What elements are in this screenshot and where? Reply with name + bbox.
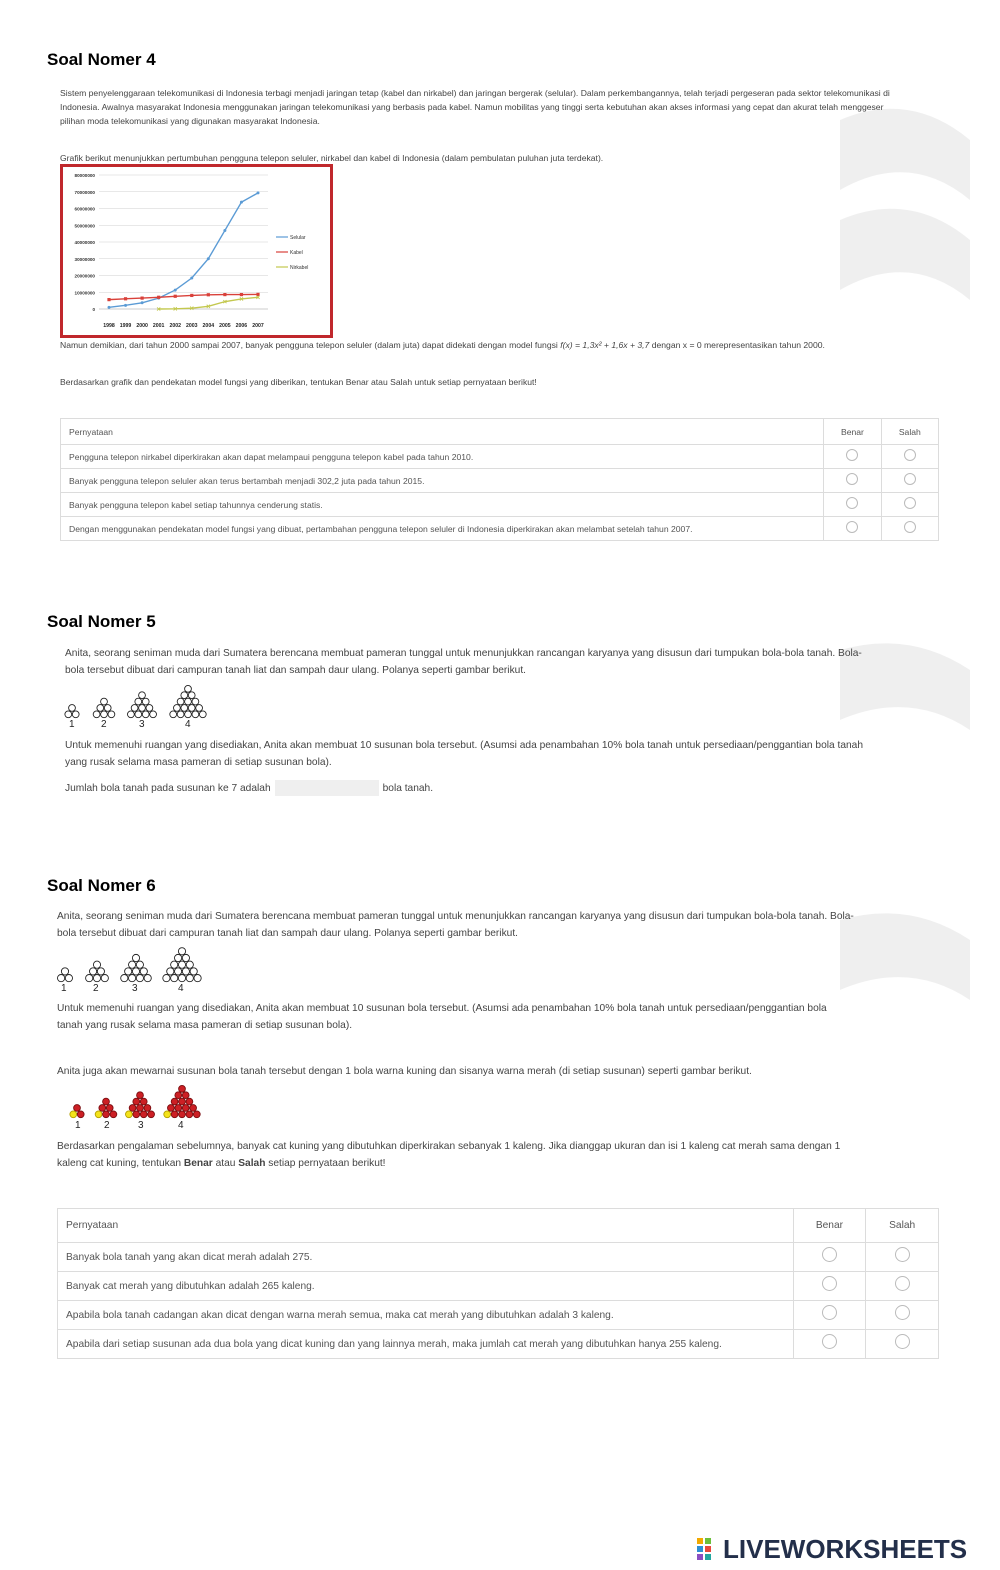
ball — [186, 961, 193, 968]
q6-para1-line2: bola tersebut dibuat dari campuran tanah liat dan sampah daur ulang. Polanya seperti gambar berikut. — [57, 928, 518, 939]
data-point — [141, 297, 144, 300]
legend-label: Selular — [290, 234, 306, 241]
table-row — [58, 1272, 939, 1301]
x-tick-label: 2004 — [202, 323, 215, 329]
table-row — [61, 517, 939, 541]
red-ball — [140, 1111, 147, 1118]
q5-para1-line2: bola tersebut dibuat dari campuran tanah liat dan sampah daur ulang. Polanya seperti gambar berikut. — [65, 665, 526, 676]
ball — [121, 975, 128, 982]
ball — [136, 961, 143, 968]
q6-paragraph-2 — [57, 1000, 942, 1034]
q6-heading: Soal Nomer 6 — [47, 876, 156, 895]
ball — [139, 692, 146, 699]
ball — [181, 692, 188, 699]
data-point — [124, 297, 127, 300]
red-ball — [133, 1111, 140, 1118]
ball — [150, 711, 157, 718]
red-ball — [179, 1085, 186, 1092]
ball — [170, 711, 177, 718]
q6-row2-false-radio[interactable] — [895, 1276, 910, 1291]
data-point — [223, 229, 226, 232]
q4-col-statement: Pernyataan — [61, 419, 824, 445]
q5-fig-label-1: 1 — [69, 719, 75, 730]
red-ball — [99, 1105, 106, 1112]
q4-paragraph-1 — [60, 86, 950, 128]
ball — [135, 698, 142, 705]
q4-instruction: Berdasarkan grafik dan pendekatan model fungsi yang diberikan, tentukan Benar atau Salah untuk setiap pernyataan berikut! — [60, 377, 537, 387]
ball — [199, 711, 206, 718]
ball — [177, 698, 184, 705]
logo-blocks-icon — [696, 1537, 720, 1561]
red-ball — [74, 1105, 81, 1112]
ball — [93, 961, 100, 968]
y-tick-label: 80000000 — [74, 173, 95, 178]
ball — [188, 692, 195, 699]
ball — [97, 968, 104, 975]
ball — [196, 705, 203, 712]
ball — [135, 711, 142, 718]
q6-fig2-label-3: 3 — [138, 1120, 144, 1131]
q5-answer-pre: Jumlah bola tanah pada susunan ke 7 adalah — [65, 783, 271, 794]
ball — [125, 968, 132, 975]
q5-answer-post: bola tanah. — [382, 783, 434, 794]
ball — [108, 711, 115, 718]
y-tick-label: 10000000 — [74, 290, 95, 296]
q6-para4-benar: Benar — [183, 1158, 213, 1169]
data-point — [124, 304, 127, 307]
ball — [86, 975, 93, 982]
data-point — [108, 306, 111, 309]
q4-col-true: Benar — [824, 419, 881, 445]
q4-model-post: dengan x = 0 merepresentasikan tahun 2000. — [649, 340, 825, 350]
ball — [194, 975, 201, 982]
ball — [163, 975, 170, 982]
red-ball — [106, 1105, 113, 1112]
y-tick-label: 50000000 — [74, 223, 95, 229]
ball — [142, 711, 149, 718]
y-tick-label: 30000000 — [74, 256, 95, 262]
ball — [192, 711, 199, 718]
red-ball — [110, 1111, 117, 1118]
red-ball — [190, 1105, 197, 1112]
ball — [175, 954, 182, 961]
ball — [97, 705, 104, 712]
ball — [174, 705, 181, 712]
q6-para2-line1: Untuk memenuhi ruangan yang disediakan, Anita akan membuat 10 susunan bola tersebut. (Asumsi ada penambahan 10% bola tanah untuk persediaan/penggantian bola — [57, 1003, 827, 1014]
ball — [93, 711, 100, 718]
q6-paragraph-3: Anita juga akan mewarnai susunan bola tanah tersebut dengan 1 bola warna kuning dan sisanya warna merah (di setiap susunan) seperti gambar berikut. — [57, 1066, 752, 1077]
q6-fig-label-3: 3 — [132, 983, 138, 994]
q5-fig-label-2: 2 — [101, 719, 107, 730]
x-tick-label: 1999 — [119, 323, 132, 329]
q4-statement-table — [60, 418, 939, 541]
q4-statement-2: Banyak pengguna telepon seluler akan terus bertambah menjadi 302,2 juta pada tahun 2015. — [61, 469, 824, 493]
red-ball — [175, 1092, 182, 1099]
q4-statement-1: Pengguna telepon nirkabel diperkirakan akan dapat melampaui pengguna telepon kabel pada tahun 2010. — [61, 445, 824, 469]
ball — [190, 968, 197, 975]
ball — [178, 975, 185, 982]
data-point — [240, 293, 243, 296]
colored-ball-stack-figure — [65, 1080, 215, 1122]
ball — [65, 975, 72, 982]
q6-fig-label-1: 1 — [61, 983, 67, 994]
user-growth-chart — [63, 167, 330, 335]
ball — [132, 954, 139, 961]
q4-heading: Soal Nomer 4 — [47, 50, 156, 69]
q6-para1-line1: Anita, seorang seniman muda dari Sumatera berencana membuat pameran tunggal untuk menunjukkan rancangan karyanya yang disusun dari tumpukan bola-bola tanah. Bola- — [57, 911, 854, 922]
y-tick-label: 20000000 — [74, 273, 95, 279]
q4-row3-true-radio[interactable] — [846, 497, 858, 509]
ball — [139, 705, 146, 712]
table-row — [58, 1243, 939, 1272]
q4-row1-false-radio[interactable] — [904, 449, 916, 461]
ball — [132, 968, 139, 975]
data-point — [141, 301, 144, 304]
red-ball — [140, 1098, 147, 1105]
q6-paragraph-4 — [57, 1138, 942, 1172]
data-point — [190, 294, 193, 297]
q4-model-text — [60, 338, 960, 352]
q6-row1-true-radio[interactable] — [822, 1247, 837, 1262]
x-tick-label: 2003 — [186, 323, 198, 329]
q6-para2-line2: tanah yang rusak selama masa pameran di setiap susunan bola). — [57, 1020, 353, 1031]
q4-statement-4: Dengan menggunakan pendekatan model fungsi yang dibuat, pertambahan pengguna telepon seluler di Indonesia diperkirakan akan melambat setelah tahun 2007. — [61, 517, 824, 541]
ball-stack-figure-plain — [48, 940, 218, 985]
q5-paragraph-2 — [65, 737, 945, 771]
red-ball — [179, 1111, 186, 1118]
y-tick-label: 60000000 — [74, 206, 95, 212]
ball — [72, 711, 79, 718]
q5-heading: Soal Nomer 5 — [47, 612, 156, 631]
data-point — [207, 257, 210, 260]
data-point — [207, 293, 210, 296]
q4-chart-intro: Grafik berikut menunjukkan pertumbuhan pengguna telepon seluler, nirkabel dan kabel di Indonesia (dalam pembulatan puluhan juta terdekat). — [60, 153, 604, 163]
ball — [129, 961, 136, 968]
ball — [144, 975, 151, 982]
ball — [175, 968, 182, 975]
yellow-ball — [70, 1111, 77, 1118]
ball — [171, 975, 178, 982]
q6-col-statement: Pernyataan — [58, 1209, 794, 1243]
legend-label: Nirkabel — [290, 264, 309, 271]
data-point — [190, 277, 193, 280]
ball — [185, 685, 192, 692]
ball — [140, 968, 147, 975]
ball — [167, 968, 174, 975]
ball — [58, 975, 65, 982]
ball — [177, 711, 184, 718]
q6-statement-3: Apabila bola tanah cadangan akan dicat dengan warna merah semua, maka cat merah yang dibutuhkan adalah 3 kaleng. — [58, 1301, 794, 1330]
q4-row4-true-radio[interactable] — [846, 521, 858, 533]
ball — [182, 968, 189, 975]
x-tick-label: 2000 — [136, 323, 148, 329]
q4-model-function: f(x) = 1,3x² + 1,6x + 3,7 — [560, 340, 650, 350]
ball — [136, 975, 143, 982]
table-row — [58, 1301, 939, 1330]
q4-model-pre: Namun demikian, dari tahun 2000 sampai 2007, banyak pengguna telepon seluler (dalam juta) dapat didekati dengan model fungsi — [60, 340, 561, 350]
q6-fig2-label-2: 2 — [104, 1120, 110, 1131]
ball — [185, 698, 192, 705]
logo-text: LIVEWORKSHEETS — [723, 1533, 968, 1564]
red-ball — [129, 1105, 136, 1112]
q6-para4-salah: Salah — [238, 1158, 266, 1169]
red-ball — [133, 1098, 140, 1105]
yellow-ball — [164, 1111, 171, 1118]
q4-para1-line3: pilihan moda telekomunikasi yang digunakan masyarakat Indonesia. — [60, 116, 320, 126]
red-ball — [175, 1105, 182, 1112]
x-tick-label: 2007 — [252, 323, 264, 329]
q6-col-false: Salah — [866, 1209, 939, 1243]
table-row — [61, 469, 939, 493]
q6-fig-label-4: 4 — [178, 983, 184, 994]
data-point — [257, 191, 260, 194]
ball — [104, 705, 111, 712]
q4-row1-true-radio[interactable] — [846, 449, 858, 461]
user-growth-chart-frame — [60, 164, 333, 338]
series-line-selular — [109, 193, 258, 307]
data-point — [174, 289, 177, 292]
ball — [182, 954, 189, 961]
red-ball — [77, 1111, 84, 1118]
q6-fig2-label-4: 4 — [178, 1120, 184, 1131]
ball — [90, 968, 97, 975]
ball — [188, 705, 195, 712]
red-ball — [171, 1111, 178, 1118]
q5-paragraph-1 — [65, 645, 945, 679]
red-ball — [137, 1092, 144, 1099]
ball — [181, 705, 188, 712]
red-ball — [182, 1105, 189, 1112]
ball — [178, 961, 185, 968]
q6-para4-mid: atau — [212, 1158, 239, 1169]
ball — [69, 705, 76, 712]
q5-fig-label-4: 4 — [185, 719, 191, 730]
q4-statement-3: Banyak pengguna telepon kabel setiap tahunnya cenderung statis. — [61, 493, 824, 517]
q5-fig-label-3: 3 — [139, 719, 145, 730]
ball — [101, 711, 108, 718]
q5-para2-line2: yang rusak selama masa pameran di setiap susunan bola). — [65, 757, 332, 768]
red-ball — [171, 1098, 178, 1105]
q6-row3-true-radio[interactable] — [822, 1305, 837, 1320]
ball — [101, 698, 108, 705]
x-tick-label: 1998 — [103, 323, 115, 329]
ball — [142, 698, 149, 705]
q4-row3-false-radio[interactable] — [904, 497, 916, 509]
table-row — [58, 1330, 939, 1359]
series-line-nirkabel — [159, 297, 258, 309]
data-point — [223, 293, 226, 296]
ball — [186, 975, 193, 982]
q5-answer-input[interactable] — [275, 780, 379, 796]
series-line-kabel — [109, 294, 258, 299]
q6-fig-label-2: 2 — [93, 983, 99, 994]
q6-statement-table — [57, 1208, 939, 1359]
q4-col-false: Salah — [881, 419, 938, 445]
ball — [178, 948, 185, 955]
ball — [128, 711, 135, 718]
red-ball — [193, 1111, 200, 1118]
q6-para4-line1: Berdasarkan pengalaman sebelumnya, banyak cat kuning yang dibutuhkan diperkirakan sebanyak 1 kaleng. Jika dianggap ukuran dan isi 1 kaleng cat merah sama dengan 1 — [57, 1141, 841, 1152]
ball — [185, 711, 192, 718]
data-point — [157, 296, 160, 299]
red-ball — [182, 1092, 189, 1099]
ball — [192, 698, 199, 705]
y-tick-label: 0 — [92, 307, 95, 312]
red-ball — [179, 1098, 186, 1105]
q6-statement-4: Apabila dari setiap susunan ada dua bola yang dicat kuning dan yang lainnya merah, maka jumlah cat merah yang dibutuhkan hanya 255 kaleng. — [58, 1330, 794, 1359]
legend-label: Kabel — [290, 249, 303, 256]
q4-row4-false-radio[interactable] — [904, 521, 916, 533]
q6-row4-true-radio[interactable] — [822, 1334, 837, 1349]
table-row — [61, 493, 939, 517]
data-point — [107, 298, 110, 301]
red-ball — [168, 1105, 175, 1112]
q6-col-true: Benar — [793, 1209, 866, 1243]
x-tick-label: 2006 — [235, 323, 248, 329]
y-tick-label: 70000000 — [74, 189, 95, 195]
red-ball — [144, 1105, 151, 1112]
x-tick-label: 2005 — [219, 323, 231, 329]
red-ball — [186, 1111, 193, 1118]
red-ball — [148, 1111, 155, 1118]
q4-row2-false-radio[interactable] — [904, 473, 916, 485]
q4-row2-true-radio[interactable] — [846, 473, 858, 485]
ball — [65, 711, 72, 718]
liveworksheets-logo — [696, 1533, 968, 1564]
ball — [131, 705, 138, 712]
y-tick-label: 40000000 — [74, 240, 95, 245]
q5-para1-line1: Anita, seorang seniman muda dari Sumatera berencana membuat pameran tunggal untuk menunjukkan rancangan karyanya yang disusun dari tumpukan bola-bola tanah. Bola- — [65, 648, 862, 659]
red-ball — [186, 1098, 193, 1105]
q6-row1-false-radio[interactable] — [895, 1247, 910, 1262]
q4-para1-line1: Sistem penyelenggaraan telekomunikasi di Indonesia terbagi menjadi jaringan tetap (kabel dan nirkabel) dan jaringan bergerak (selular). Dalam perkembangannya, telah terjadi pergeseran pada sektor telekomunikasi di — [60, 88, 890, 98]
ball — [171, 961, 178, 968]
q6-para4-line2 — [57, 1155, 942, 1172]
ball — [101, 975, 108, 982]
q6-para4-post: setiap pernyataan berikut! — [265, 1158, 386, 1169]
data-point — [174, 295, 177, 298]
q5-para2-line1: Untuk memenuhi ruangan yang disediakan, Anita akan membuat 10 susunan bola tersebut. (Asumsi ada penambahan 10% bola tanah untuk persediaan/penggantian bola tanah — [65, 740, 864, 751]
q6-statement-1: Banyak bola tanah yang akan dicat merah adalah 275. — [58, 1243, 794, 1272]
q6-paragraph-1 — [57, 908, 942, 942]
ball — [93, 975, 100, 982]
red-ball — [103, 1111, 110, 1118]
q6-row3-false-radio[interactable] — [895, 1305, 910, 1320]
data-point — [240, 201, 243, 204]
yellow-ball — [126, 1111, 133, 1118]
q4-para1-line2: Indonesia. Awalnya masyarakat Indonesia menggunakan jaringan telekomunikasi yang berbasis pada kabel. Namun mobilitas yang tinggi serta kebutuhan akan akses informasi yang cepat dan akurat telah menggeser — [60, 102, 884, 112]
x-tick-label: 2002 — [169, 323, 181, 329]
red-ball — [137, 1105, 144, 1112]
q6-statement-2: Banyak cat merah yang dibutuhkan adalah 265 kaleng. — [58, 1272, 794, 1301]
q6-row2-true-radio[interactable] — [822, 1276, 837, 1291]
yellow-ball — [95, 1111, 102, 1118]
q6-row4-false-radio[interactable] — [895, 1334, 910, 1349]
x-tick-label: 2001 — [152, 323, 165, 329]
q5-answer-line — [65, 780, 945, 797]
q6-fig2-label-1: 1 — [75, 1120, 81, 1131]
q6-para4-pre: kaleng cat kuning, tentukan — [57, 1158, 184, 1169]
ball — [61, 968, 68, 975]
table-row — [61, 445, 939, 469]
ball — [146, 705, 153, 712]
ball — [129, 975, 136, 982]
red-ball — [103, 1098, 110, 1105]
